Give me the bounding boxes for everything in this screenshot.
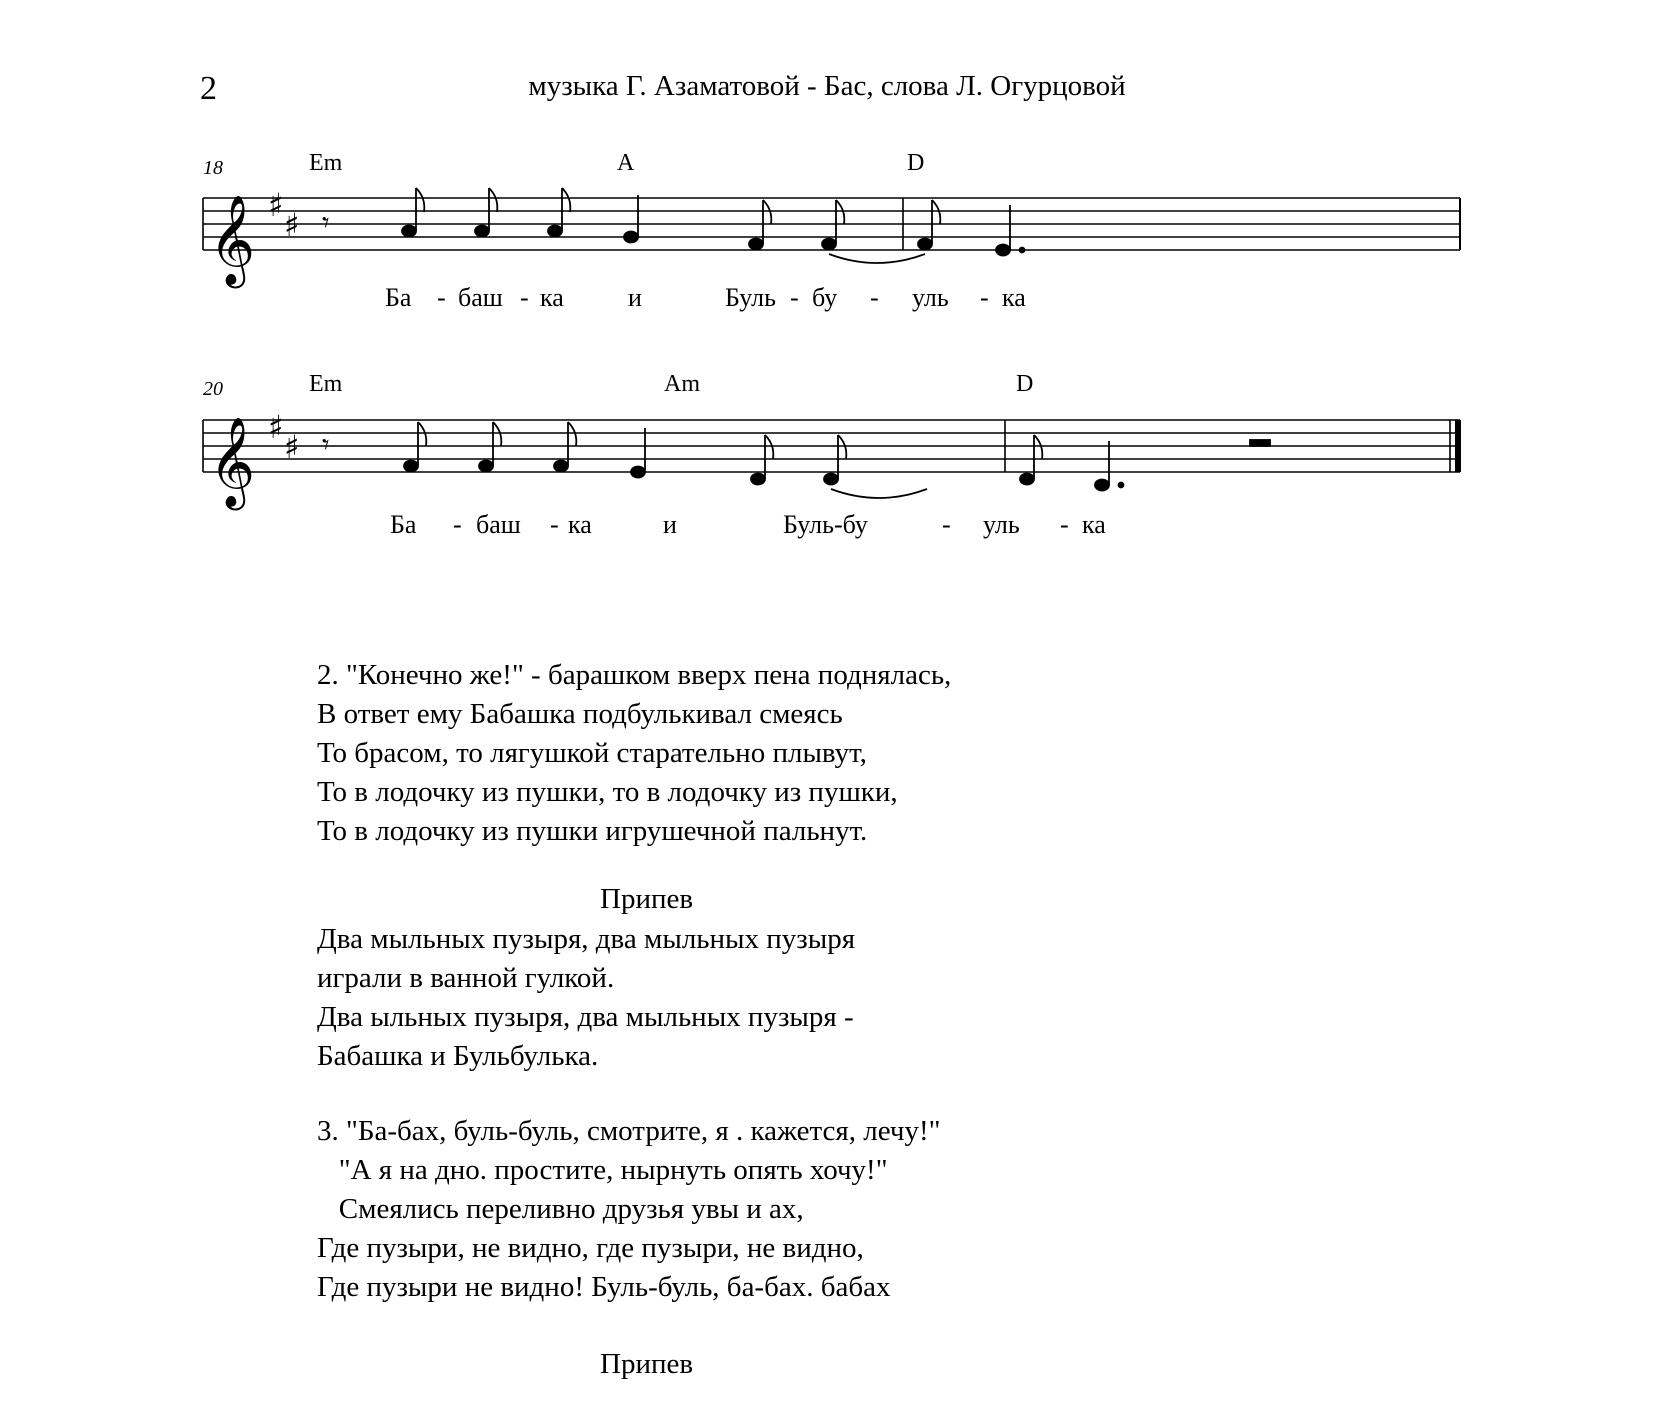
verse-line: То брасом, то лягушкой старательно плывут, <box>317 737 867 769</box>
verse-line: Где пузыри, не видно, где пузыри, не видно, <box>317 1232 864 1264</box>
refrain-line: Два ыльных пузыря, два мыльных пузыря - <box>317 1001 854 1033</box>
verse-line: Где пузыри не видно! Буль-буль, ба-бах. бабах <box>317 1271 891 1303</box>
lyric-syllable: и <box>663 510 677 539</box>
lyric-hyphen: - <box>437 283 446 312</box>
verse-line: 2. "Конечно же!" - барашком вверх пена поднялась, <box>317 659 952 691</box>
verse-line: Смеялись переливно друзья увы и ах, <box>317 1193 804 1225</box>
refrain-title: Припев <box>600 1348 694 1380</box>
lyric-hyphen: - <box>942 510 951 539</box>
chord-em: Em <box>309 371 343 397</box>
lyric-hyphen: - <box>870 283 879 312</box>
chord-em: Em <box>309 150 343 176</box>
lyric-hyphen: - <box>520 283 529 312</box>
sharp-icon: ♯ <box>284 206 300 244</box>
chord-am: Am <box>664 371 700 397</box>
note <box>548 188 570 237</box>
verse-line: В ответ ему Бабашка подбулькивал смеясь <box>317 698 843 730</box>
lyric-syllable: ка <box>540 283 564 312</box>
measure-number-18: 18 <box>203 157 223 179</box>
eighth-rest-icon: 𝄾 <box>322 428 330 461</box>
verse-2 <box>317 656 951 851</box>
refrain-line: Два мыльных пузыря, два мыльных пузыря <box>317 923 856 955</box>
lyric-syllable: баш <box>458 283 503 312</box>
staff-system-2 <box>203 420 1460 472</box>
sharp-icon: ♯ <box>268 408 284 446</box>
lyric-syllable: Буль-бу <box>783 510 868 539</box>
tie <box>831 489 927 498</box>
refrain-line: Бабашка и Бульбулька. <box>317 1040 599 1072</box>
note <box>1095 441 1124 491</box>
measure-number-20: 20 <box>203 378 223 400</box>
chord-d: D <box>907 150 925 176</box>
lyric-syllable: ка <box>1002 283 1026 312</box>
half-rest-icon <box>1250 440 1270 446</box>
score-svg <box>0 0 1654 560</box>
lyric-syllable: ка <box>568 510 592 539</box>
lyric-syllable: и <box>628 283 642 312</box>
lyric-syllable: Ба <box>390 510 417 539</box>
verse-line: То в лодочку из пушки, то в лодочку из пушки, <box>317 776 898 808</box>
note <box>996 205 1025 256</box>
notes-system-1 <box>402 188 1025 263</box>
lyric-syllable: Буль <box>725 283 776 312</box>
note <box>402 188 424 237</box>
refrain-line: играли в ванной гулкой. <box>317 962 615 994</box>
refrain-title: Припев <box>600 883 694 915</box>
lyric-syllable: баш <box>476 510 521 539</box>
lyric-hyphen: - <box>1060 510 1069 539</box>
chord-a: A <box>617 150 635 176</box>
lyric-hyphen: - <box>980 283 989 312</box>
note <box>624 195 638 243</box>
refrain-1 <box>317 920 855 1076</box>
sharp-icon: ♯ <box>268 186 284 224</box>
verse-line: 3. "Ба-бах, буль-буль, смотрите, я . кажется, лечу!" <box>317 1115 941 1147</box>
page-header: музыка Г. Азаматовой - Бас, слова Л. Огурцовой <box>528 70 1126 102</box>
lyric-syllable: ка <box>1082 510 1106 539</box>
note <box>475 188 497 237</box>
lyric-syllable: уль <box>983 510 1020 539</box>
lyric-hyphen: - <box>790 283 799 312</box>
treble-clef-icon: 𝄞 <box>209 195 256 285</box>
lyric-syllable: бу <box>812 283 838 312</box>
verse-3 <box>317 1112 940 1307</box>
chord-d: D <box>1016 371 1034 397</box>
lyric-hyphen: - <box>453 510 462 539</box>
verse-line: То в лодочку из пушки игрушечной пальнут. <box>317 815 868 847</box>
verse-line: "А я на дно. простите, нырнуть опять хочу!" <box>317 1154 888 1186</box>
tie <box>829 254 925 263</box>
page-number: 2 <box>200 70 217 107</box>
note <box>631 428 645 478</box>
eighth-rest-icon: 𝄾 <box>322 206 330 239</box>
lyric-syllable: уль <box>912 283 949 312</box>
lyric-hyphen: - <box>550 510 559 539</box>
sharp-icon: ♯ <box>284 428 300 466</box>
treble-clef-icon: 𝄞 <box>209 417 256 507</box>
lyric-syllable: Ба <box>385 283 412 312</box>
